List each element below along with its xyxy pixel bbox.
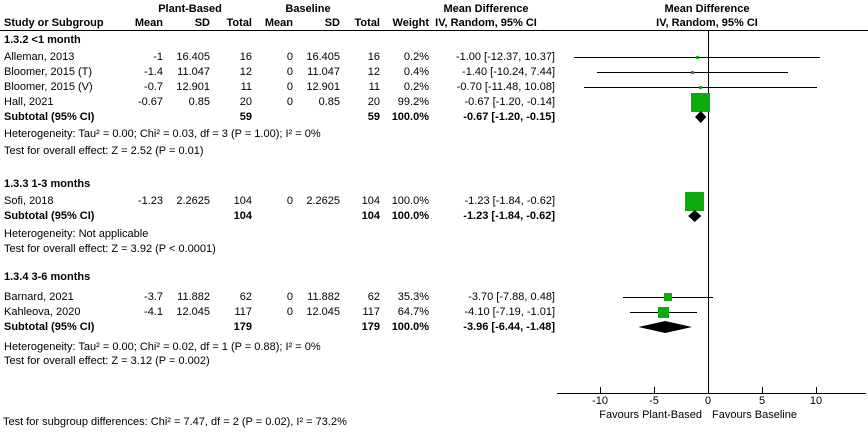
total-plant-cell: 62 <box>239 291 252 303</box>
axis-tick-label: -10 <box>592 395 608 407</box>
total-plant-cell: 104 <box>233 195 252 207</box>
subgroup-difference-test: Test for subgroup differences: Chi² = 7.47, df = 2 (P = 0.02), I² = 73.2% <box>3 416 347 428</box>
total-plant-cell: 59 <box>239 111 252 123</box>
column-header-sd-1: SD <box>194 17 210 29</box>
mean-plant-cell: -3.7 <box>144 291 163 303</box>
sd-baseline-cell: 12.045 <box>306 306 340 318</box>
weight-cell: 100.0% <box>391 111 429 123</box>
weight-cell: 99.2% <box>397 96 429 108</box>
effect-marker <box>658 307 669 318</box>
favours-left-label: Favours Plant-Based <box>599 409 702 421</box>
sd-baseline-cell: 0.85 <box>318 96 340 108</box>
column-header-mean-2: Mean <box>264 17 293 29</box>
md-column-header-title: Mean Difference <box>443 3 529 15</box>
study-name-cell: Sofi, 2018 <box>4 195 54 207</box>
group-header-plant-based: Plant-Based <box>158 3 222 15</box>
mean-baseline-cell: 0 <box>286 195 293 207</box>
ci-text-cell: -0.67 [-1.20, -0.15] <box>463 111 555 123</box>
overall-effect-text: Test for overall effect: Z = 3.92 (P < 0.0001) <box>4 243 216 255</box>
subtotal-label: Subtotal (95% CI) <box>4 111 95 123</box>
total-baseline-cell: 179 <box>361 321 380 333</box>
study-name-cell: Alleman, 2013 <box>4 51 75 63</box>
effect-marker <box>691 93 710 112</box>
ci-text-cell: -3.96 [-6.44, -1.48] <box>463 321 555 333</box>
subgroup-label: 1.3.3 1-3 months <box>4 178 91 190</box>
total-baseline-cell: 12 <box>367 66 380 78</box>
ci-text-cell: -1.40 [-10.24, 7.44] <box>462 66 555 78</box>
sd-plant-cell: 12.901 <box>176 81 210 93</box>
total-plant-cell: 12 <box>239 66 252 78</box>
total-baseline-cell: 16 <box>367 51 380 63</box>
axis-tick <box>708 387 709 393</box>
mean-baseline-cell: 0 <box>286 51 293 63</box>
total-plant-cell: 11 <box>240 81 252 93</box>
effect-marker <box>699 86 702 89</box>
mean-plant-cell: -0.7 <box>144 81 163 93</box>
sd-plant-cell: 0.85 <box>188 96 210 108</box>
column-header-total-2: Total <box>354 17 380 29</box>
ci-text-cell: -1.23 [-1.84, -0.62] <box>463 210 555 222</box>
x-axis-line <box>557 393 866 394</box>
favours-right-label: Favours Baseline <box>712 409 797 421</box>
overall-effect-text: Test for overall effect: Z = 2.52 (P = 0.01) <box>4 145 204 157</box>
total-plant-cell: 179 <box>233 321 252 333</box>
mean-baseline-cell: 0 <box>286 306 293 318</box>
effect-marker <box>696 56 699 59</box>
heterogeneity-text: Heterogeneity: Not applicable <box>4 228 149 240</box>
subtotal-label: Subtotal (95% CI) <box>4 210 95 222</box>
study-name-cell: Barnard, 2021 <box>4 291 74 303</box>
weight-cell: 0.4% <box>403 66 429 78</box>
md-column-header-subtitle: IV, Random, 95% CI <box>435 17 537 29</box>
axis-tick-label: 5 <box>758 395 766 407</box>
total-plant-cell: 117 <box>234 306 252 318</box>
column-header-weight: Weight <box>392 17 429 29</box>
ci-text-cell: -1.00 [-12.37, 10.37] <box>455 51 555 63</box>
mean-plant-cell: -4.1 <box>144 306 163 318</box>
weight-cell: 100.0% <box>391 195 429 207</box>
axis-tick <box>816 387 817 393</box>
sd-baseline-cell: 12.901 <box>306 81 340 93</box>
mean-plant-cell: -0.67 <box>137 96 163 108</box>
total-plant-cell: 16 <box>239 51 252 63</box>
study-name-cell: Hall, 2021 <box>4 96 54 108</box>
mean-baseline-cell: 0 <box>286 96 293 108</box>
overall-effect-text: Test for overall effect: Z = 3.12 (P = 0.002) <box>4 355 210 367</box>
mean-plant-cell: -1.4 <box>144 66 163 78</box>
subtotal-diamond <box>638 321 692 333</box>
total-baseline-cell: 11 <box>368 81 380 93</box>
plot-header-title: Mean Difference <box>664 3 750 15</box>
total-plant-cell: 104 <box>233 210 252 222</box>
ci-text-cell: -3.70 [-7.88, 0.48] <box>468 291 555 303</box>
zero-reference-line <box>708 31 709 393</box>
subtotal-label: Subtotal (95% CI) <box>4 321 95 333</box>
total-plant-cell: 20 <box>239 96 252 108</box>
group-header-baseline: Baseline <box>285 3 331 15</box>
study-name-cell: Bloomer, 2015 (T) <box>4 66 93 78</box>
column-header-study: Study or Subgroup <box>4 17 104 29</box>
subtotal-diamond <box>695 111 706 123</box>
effect-marker <box>691 71 694 74</box>
plot-header-subtitle: IV, Random, 95% CI <box>656 17 758 29</box>
effect-marker <box>664 293 672 301</box>
axis-tick-label: -5 <box>649 395 659 407</box>
sd-baseline-cell: 11.882 <box>307 291 340 303</box>
total-baseline-cell: 104 <box>361 195 380 207</box>
study-name-cell: Bloomer, 2015 (V) <box>4 81 93 93</box>
axis-tick <box>654 387 655 393</box>
column-header-total-1: Total <box>226 17 252 29</box>
mean-baseline-cell: 0 <box>286 291 293 303</box>
total-baseline-cell: 117 <box>362 306 380 318</box>
weight-cell: 35.3% <box>397 291 429 303</box>
axis-tick <box>762 387 763 393</box>
effect-marker <box>685 192 704 211</box>
total-baseline-cell: 20 <box>367 96 380 108</box>
ci-text-cell: -0.67 [-1.20, -0.14] <box>464 96 555 108</box>
sd-plant-cell: 11.882 <box>177 291 210 303</box>
weight-cell: 0.2% <box>403 51 429 63</box>
subgroup-label: 1.3.4 3-6 months <box>4 271 91 283</box>
axis-tick-label: 10 <box>809 395 823 407</box>
sd-baseline-cell: 11.047 <box>307 66 340 78</box>
mean-plant-cell: -1.23 <box>137 195 163 207</box>
total-baseline-cell: 104 <box>361 210 380 222</box>
ci-text-cell: -1.23 [-1.84, -0.62] <box>464 195 555 207</box>
column-header-mean-1: Mean <box>134 17 163 29</box>
subgroup-label: 1.3.2 <1 month <box>4 34 81 46</box>
study-name-cell: Kahleova, 2020 <box>4 306 81 318</box>
column-header-sd-2: SD <box>324 17 340 29</box>
ci-text-cell: -0.70 [-11.48, 10.08] <box>456 81 555 93</box>
total-baseline-cell: 59 <box>367 111 380 123</box>
heterogeneity-text: Heterogeneity: Tau² = 0.00; Chi² = 0.03, df = 3 (P = 1.00); I² = 0% <box>4 128 321 140</box>
sd-plant-cell: 11.047 <box>177 66 210 78</box>
sd-baseline-cell: 2.2625 <box>306 195 340 207</box>
mean-baseline-cell: 0 <box>286 81 293 93</box>
sd-plant-cell: 16.405 <box>176 51 210 63</box>
weight-cell: 64.7% <box>397 306 429 318</box>
sd-plant-cell: 2.2625 <box>176 195 210 207</box>
weight-cell: 100.0% <box>391 321 429 333</box>
sd-plant-cell: 12.045 <box>176 306 210 318</box>
subtotal-diamond <box>688 210 701 222</box>
mean-baseline-cell: 0 <box>286 66 293 78</box>
mean-plant-cell: -1 <box>153 51 163 63</box>
weight-cell: 100.0% <box>391 210 429 222</box>
weight-cell: 0.2% <box>403 81 429 93</box>
total-baseline-cell: 62 <box>367 291 380 303</box>
ci-text-cell: -4.10 [-7.19, -1.01] <box>464 306 555 318</box>
sd-baseline-cell: 16.405 <box>306 51 340 63</box>
heterogeneity-text: Heterogeneity: Tau² = 0.00; Chi² = 0.02, df = 1 (P = 0.88); I² = 0% <box>4 341 321 353</box>
axis-tick <box>600 387 601 393</box>
axis-tick-label: 0 <box>704 395 712 407</box>
